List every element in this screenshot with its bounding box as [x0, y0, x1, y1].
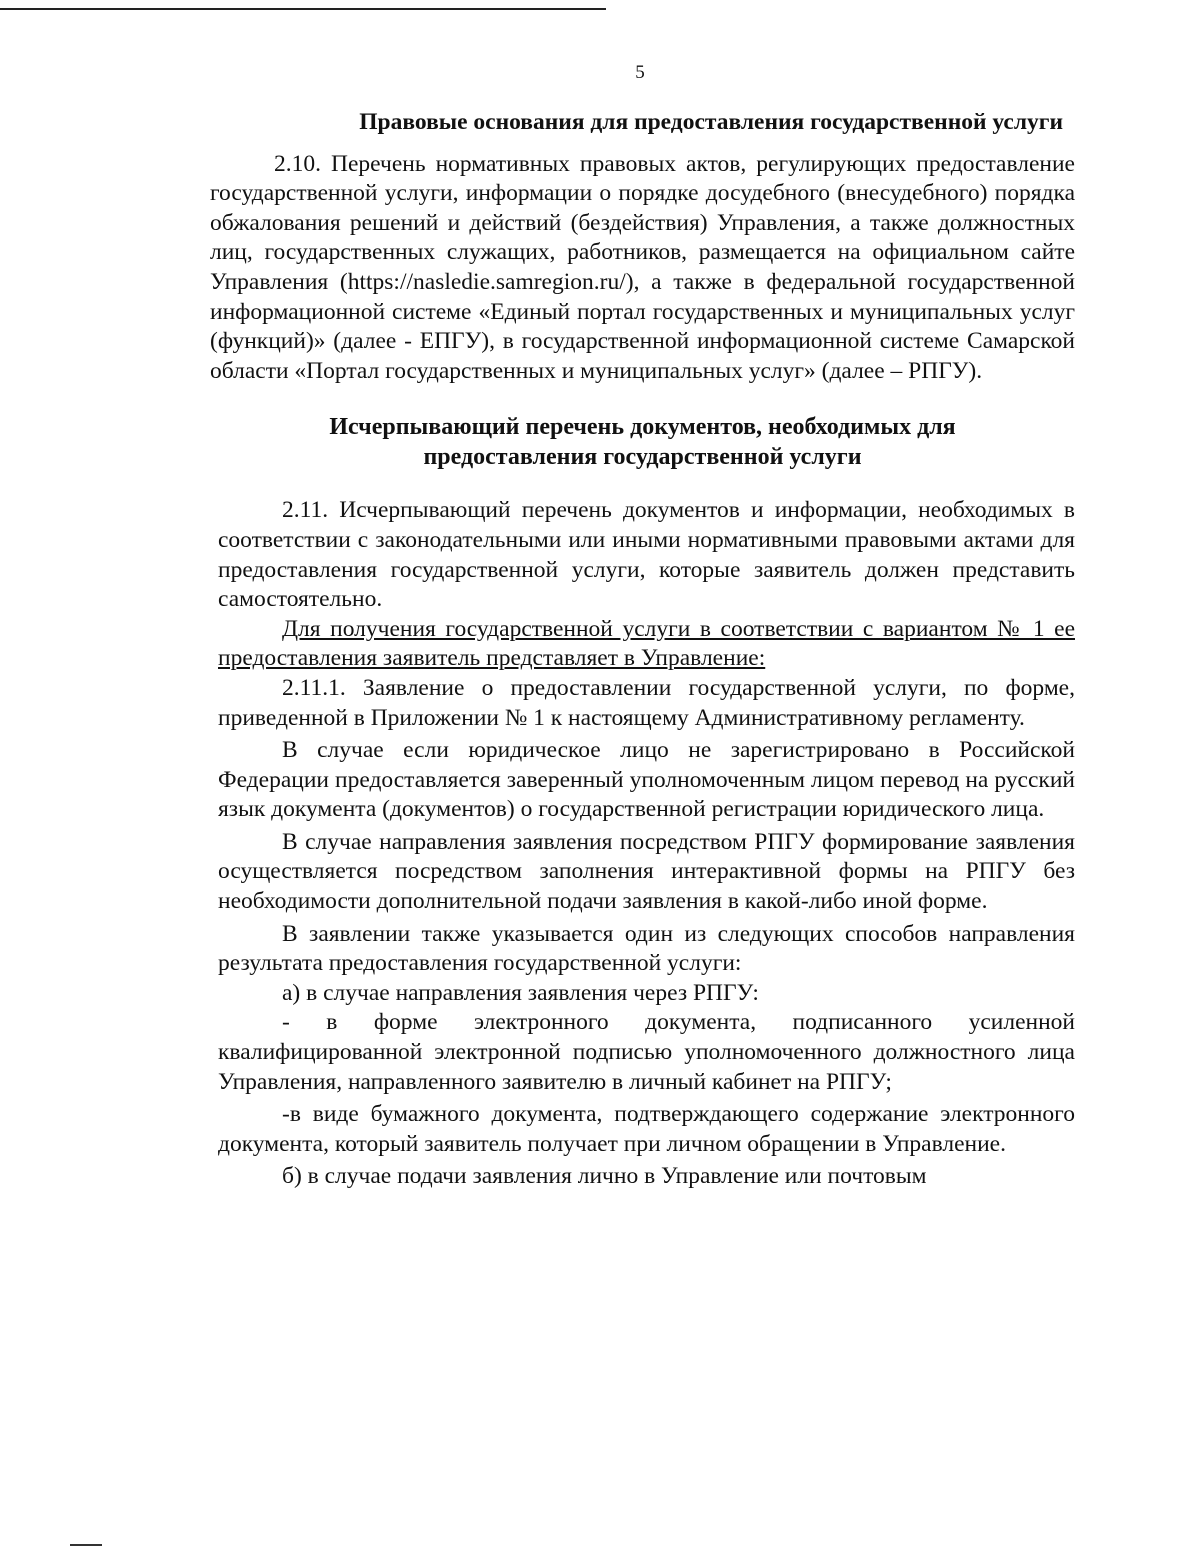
paragraph-rpgu-submission: В случае направления заявления посредством РПГУ формирование заявления осуществляется посредством заполнения интерактивной формы на РПГУ без необходимости дополнительной подачи заявления в какой-либо иной форме.	[218, 828, 1075, 915]
page-number: 5	[635, 62, 645, 83]
section-heading-legal-grounds: Правовые основания для предоставления государственной услуги	[359, 109, 1063, 135]
paragraph-foreign-entity: В случае если юридическое лицо не зарегистрировано в Российской Федерации предоставляется заверенный уполномоченным лицом перевод на русский язык документа (документов) о государственной регистрации юридического лица.	[218, 737, 1075, 823]
paragraph-variant-1: Для получения государственной услуги в соответствии с вариантом № 1 ее предоставления заявитель представляет в Управление:	[218, 615, 1075, 672]
scan-edge-line-top	[0, 8, 606, 10]
section-heading-documents-line1: Исчерпывающий перечень документов, необходимых для	[329, 414, 956, 441]
scan-edge-line-bottom	[70, 1544, 102, 1546]
paragraph-option-b: б) в случае подачи заявления лично в Управление или почтовым	[282, 1163, 927, 1190]
document-body	[210, 108, 1075, 1192]
paragraph-2-10: 2.10. Перечень нормативных правовых актов, регулирующих предоставление государственной услуги, информации о порядке досудебного (внесудебного) порядка обжалования решений и действий (бездействия) Управления, а также должностных лиц, государственных служащих, работников, размещается на официальном сайте Управления (https://nasledie.samregion.ru/), а также в федеральной государственной информационной системе «Единый портал государственных и муниципальных услуг (функций)» (далее - ЕПГУ), в государственной информационной системе Самарской области «Портал государственных и муниципальных услуг» (далее – РПГУ).	[210, 150, 1075, 384]
paragraph-option-a: а) в случае направления заявления через РПГУ:	[282, 979, 759, 1006]
section-heading-documents-line2: предоставления государственной услуги	[423, 444, 862, 471]
paragraph-paper-document: -в виде бумажного документа, подтверждающего содержание электронного документа, который заявитель получает при личном обращении в Управление.	[218, 1101, 1075, 1157]
paragraph-result-methods: В заявлении также указывается один из следующих способов направления результата предоставления государственной услуги:	[218, 920, 1075, 977]
paragraph-2-11-1: 2.11.1. Заявление о предоставлении государственной услуги, по форме, приведенной в Приложении № 1 к настоящему Административному регламенту.	[218, 674, 1075, 731]
paragraph-electronic-document: - в форме электронного документа, подписанного усиленной квалифицированной электронной подписью уполномоченного должностного лица Управления, направленного заявителю в личный кабинет на РПГУ;	[218, 1009, 1075, 1095]
section-legal-grounds	[210, 108, 1075, 386]
paragraph-2-11: 2.11. Исчерпывающий перечень документов и информации, необходимых в соответствии с законодательными или иными нормативными правовыми актами для предоставления государственной услуги, которые заявитель должен представить самостоятельно.	[218, 497, 1075, 613]
section-documents-list	[210, 412, 1075, 1192]
section-heading-documents	[210, 412, 1075, 472]
